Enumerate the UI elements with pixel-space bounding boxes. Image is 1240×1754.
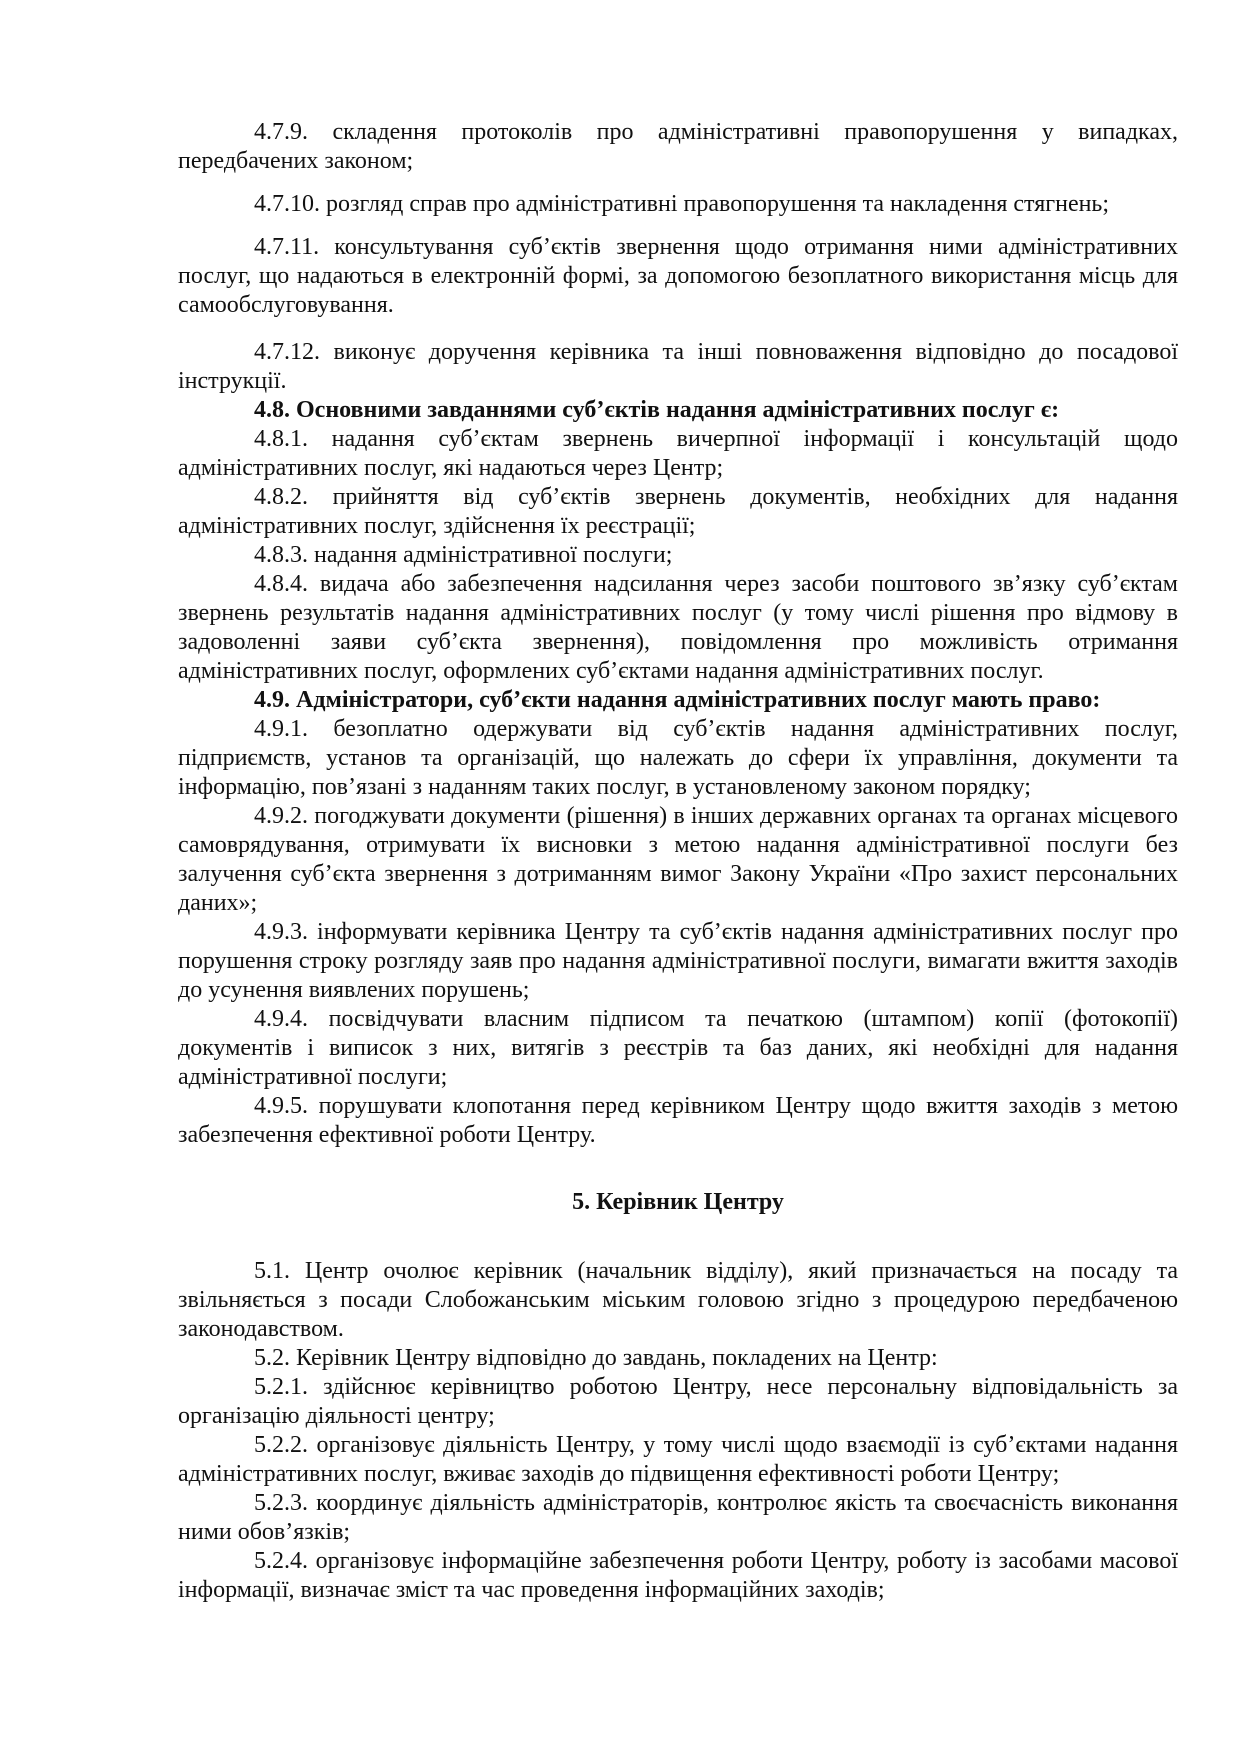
heading-4-8: 4.8. Основними завданнями суб’єктів надання адміністративних послуг є: (254, 397, 1060, 423)
paragraph-4-9-5: 4.9.5. порушувати клопотання перед керівником Центру щодо вжиття заходів з метою забезпечення ефективної роботи Центру. (178, 1093, 1178, 1148)
paragraph-4-8-4: 4.8.4. видача або забезпечення надсилання через засоби поштового зв’язку суб’єктам звернень результатів надання адміністративних послуг (у тому числі рішення про відмову в задоволенні заяви суб’єкта звернення), повідомлення про можливість отримання адміністративних послуг, оформлених суб’єктами надання адміністративних послуг. (178, 571, 1178, 684)
paragraph-4-8-1: 4.8.1. надання суб’єктам звернень вичерпної інформації і консультацій щодо адміністративних послуг, які надаються через Центр; (178, 426, 1178, 481)
paragraph-5-2-3: 5.2.3. координує діяльність адміністраторів, контролює якість та своєчасність виконання ними обов’язків; (178, 1490, 1178, 1545)
paragraph-4-7-10: 4.7.10. розгляд справ про адміністративні правопорушення та накладення стягнень; (254, 191, 1110, 217)
document-page (178, 118, 1178, 1605)
paragraph-4-7-12: 4.7.12. виконує доручення керівника та інші повноваження відповідно до посадової інструкції. (178, 339, 1178, 394)
paragraph-4-9-3: 4.9.3. інформувати керівника Центру та суб’єктів надання адміністративних послуг про порушення строку розгляду заяв про надання адміністративної послуги, вимагати вжиття заходів до усунення виявлених порушень; (178, 919, 1178, 1003)
paragraph-4-9-1: 4.9.1. безоплатно одержувати від суб’єктів надання адміністративних послуг, підприємств, установ та організацій, що належать до сфери їх управління, документи та інформацію, пов’язані з наданням таких послуг, в установленому законом порядку; (178, 716, 1178, 800)
section-5-heading: 5. Керівник Центру (572, 1189, 784, 1215)
paragraph-5-2-4: 5.2.4. організовує інформаційне забезпечення роботи Центру, роботу із засобами масової інформації, визначає зміст та час проведення інформаційних заходів; (178, 1548, 1178, 1603)
paragraph-4-9-4: 4.9.4. посвідчувати власним підписом та печаткою (штампом) копії (фотокопії) документів і виписок з них, витягів з реєстрів та баз даних, які необхідні для надання адміністративної послуги; (178, 1006, 1178, 1090)
paragraph-5-1: 5.1. Центр очолює керівник (начальник відділу), який призначається на посаду та звільняється з посади Слобожанським міським головою згідно з процедурою передбаченою законодавством. (178, 1258, 1178, 1342)
paragraph-5-2-2: 5.2.2. організовує діяльність Центру, у тому числі щодо взаємодії із суб’єктами надання адміністративних послуг, вживає заходів до підвищення ефективності роботи Центру; (178, 1432, 1178, 1487)
paragraph-4-7-9: 4.7.9. складення протоколів про адміністративні правопорушення у випадках, передбачених законом; (178, 119, 1178, 174)
paragraph-4-8-3: 4.8.3. надання адміністративної послуги; (254, 542, 673, 568)
paragraph-5-2-1: 5.2.1. здійснює керівництво роботою Центру, несе персональну відповідальність за організацію діяльності центру; (178, 1374, 1178, 1429)
paragraph-4-9-2: 4.9.2. погоджувати документи (рішення) в інших державних органах та органах місцевого самоврядування, отримувати їх висновки з метою надання адміністративної послуги без залучення суб’єкта звернення з дотриманням вимог Закону України «Про захист персональних даних»; (178, 803, 1178, 916)
paragraph-4-8-2: 4.8.2. прийняття від суб’єктів звернень документів, необхідних для надання адміністративних послуг, здійснення їх реєстрації; (178, 484, 1178, 539)
heading-4-9: 4.9. Адміністратори, суб’єкти надання адміністративних послуг мають право: (254, 687, 1101, 713)
paragraph-4-7-11: 4.7.11. консультування суб’єктів звернення щодо отримання ними адміністративних послуг, що надаються в електронній формі, за допомогою безоплатного використання місць для самообслуговування. (178, 234, 1178, 318)
paragraph-5-2: 5.2. Керівник Центру відповідно до завдань, покладених на Центр: (254, 1345, 938, 1371)
